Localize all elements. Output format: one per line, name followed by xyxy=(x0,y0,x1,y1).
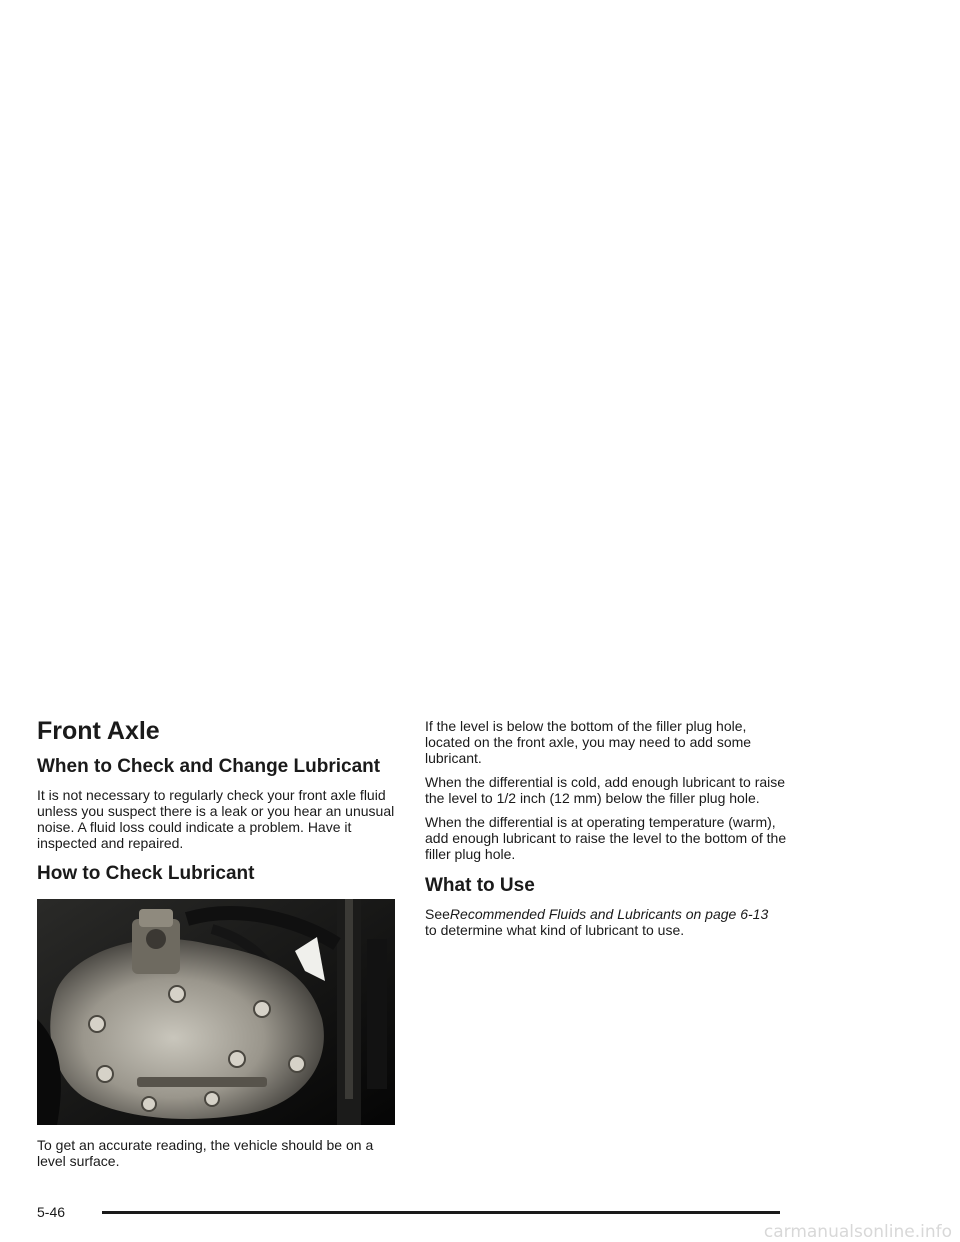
what-to-use-body xyxy=(425,906,787,938)
see-prefix: See xyxy=(425,906,450,922)
section-heading-when-to-check: When to Check and Change Lubricant xyxy=(37,756,381,777)
what-to-use-suffix: to determine what kind of lubricant to use. xyxy=(425,922,685,938)
front-axle-photo xyxy=(37,899,395,1125)
when-to-check-body: It is not necessary to regularly check your front axle fluid unless you suspect there is a leak or you hear an unusual noise. A fluid loss could indicate a problem. Have it inspected and repaired. xyxy=(37,787,395,851)
photo-caption: To get an accurate reading, the vehicle should be on a level surface. xyxy=(37,1137,374,1169)
footer-rule xyxy=(102,1211,780,1214)
right-column xyxy=(425,718,787,946)
recommended-fluids-link[interactable]: Recommended Fluids and Lubricants on page 6-13 xyxy=(449,906,769,922)
cold-differential-paragraph: When the differential is cold, add enough lubricant to raise the level to 1/2 inch (12 mm) below the filler plug hole. xyxy=(425,774,786,806)
section-heading-how-to-check: How to Check Lubricant xyxy=(37,863,255,884)
page-number: 5-46 xyxy=(37,1204,66,1220)
left-column xyxy=(37,716,399,1177)
watermark: carmanualsonline.info xyxy=(763,1222,952,1242)
differential-photo-illustration xyxy=(37,899,395,1125)
section-heading-what-to-use: What to Use xyxy=(425,875,535,896)
level-below-paragraph: If the level is below the bottom of the filler plug hole, located on the front axle, you may need to add some lubricant. xyxy=(425,718,752,766)
warm-differential-paragraph: When the differential is at operating temperature (warm), add enough lubricant to raise the level to the bottom of the filler plug hole. xyxy=(425,814,787,862)
page-title: Front Axle xyxy=(37,717,160,745)
